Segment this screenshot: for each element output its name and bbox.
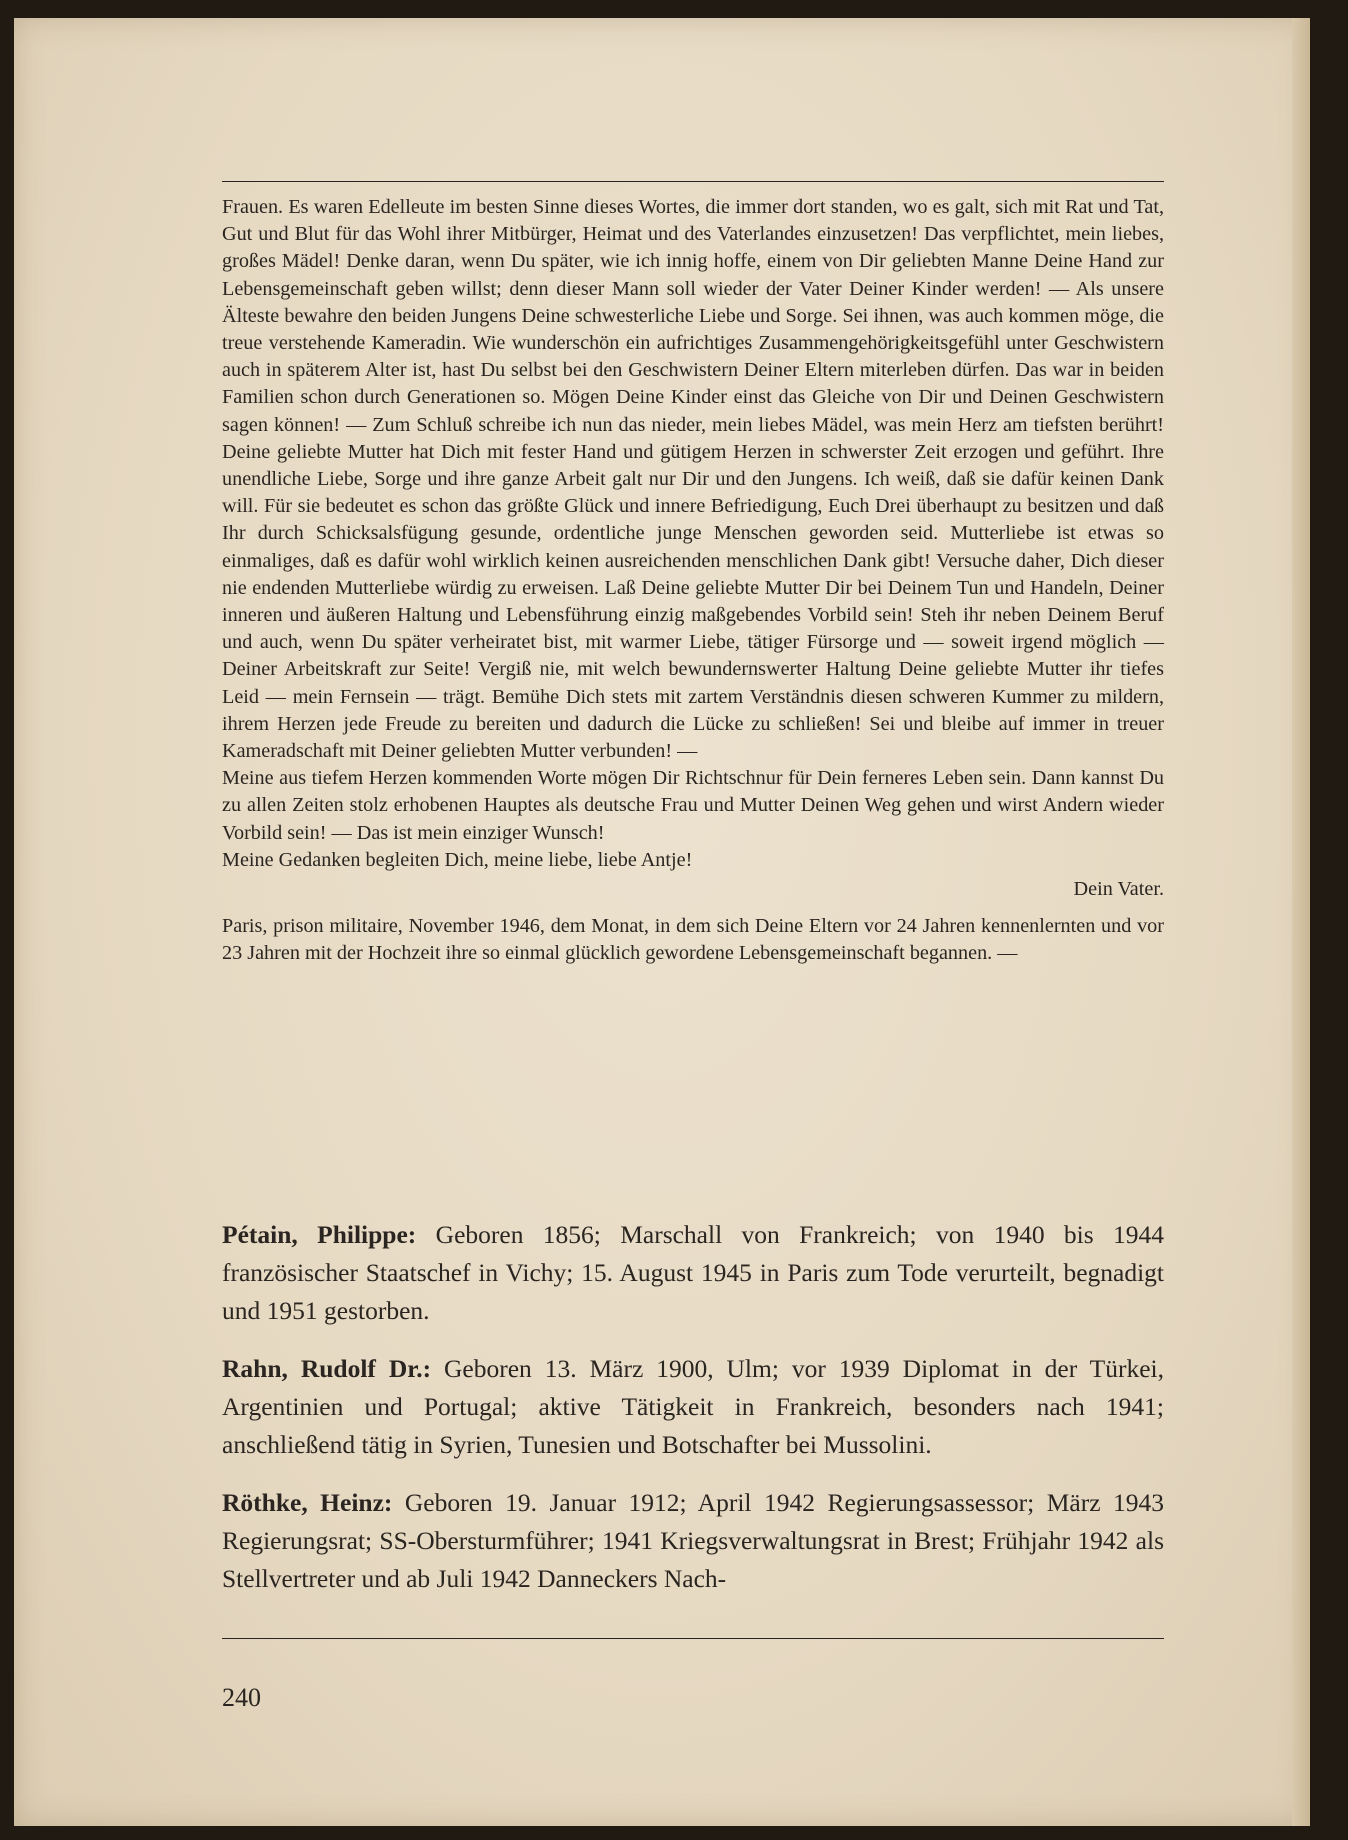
bio-text: Geboren 13. März 1900, Ulm; vor 1939 Diplomat in der Türkei, Argentinien und Portugal; aktive Tätigkeit in Frankreich, besonders nach 1941; anschließend tätig in Syrien, Tunesien und Botschafter bei Mussolini. [222,1354,1164,1459]
biography-entries [222,1216,1164,1618]
top-rule [222,181,1164,182]
letter-signature: Dein Vater. [1073,878,1164,901]
page-edge [1292,18,1310,1826]
letter-paragraph: Meine aus tiefem Herzen kommenden Worte mögen Dir Richtschnur für Dein ferneres Leben sein. Dann kannst Du zu allen Zeiten stolz erhobenen Hauptes als deutsche Frau und Mutter Deinen Weg gehen und wirst Andern wieder Vorbild sein! — Das ist mein einziger Wunsch! [222,767,1164,844]
letter-dateline: Paris, prison militaire, November 1946, dem Monat, in dem sich Deine Eltern vor 24 Jahren kennenlernten und vor 23 Jahren mit der Hochzeit ihre so einmal glücklich gewordene Lebensgemeinschaft begannen. — [222,915,1164,965]
bio-text: Geboren 1856; Marschall von Frankreich; von 1940 bis 1944 französischer Staatschef in Vichy; 15. August 1945 in Paris zum Tode verurteilt, begnadigt und 1951 gestorben. [222,1220,1165,1325]
page-number: 240 [222,1683,261,1712]
bio-entry-rahn [222,1350,1164,1464]
letter-text [222,194,1164,968]
bottom-rule [222,1638,1164,1639]
book-page [14,18,1310,1826]
bio-name: Röthke, Heinz: [222,1488,393,1517]
bio-text: Geboren 19. Januar 1912; April 1942 Regierungsassessor; März 1943 Regierungsrat; SS-Obersturmführer; 1941 Kriegsverwaltungsrat in Brest; Frühjahr 1942 als Stellvertreter und ab Juli 1942 Danneckers Nach- [222,1488,1164,1593]
bio-name: Rahn, Rudolf Dr.: [222,1354,432,1383]
bio-name: Pétain, Philippe: [222,1220,417,1249]
letter-paragraph: Meine Gedanken begleiten Dich, meine liebe, liebe Antje! [222,848,693,871]
bio-entry-roethke [222,1484,1164,1598]
letter-paragraph: Frauen. Es waren Edelleute im besten Sinne dieses Wortes, die immer dort standen, wo es galt, sich mit Rat und Tat, Gut und Blut für das Wohl ihrer Mitbürger, Heimat und des Vaterlandes einzusetzen! Das verpflichtet, mein liebes, großes Mädel! Denke daran, wenn Du später, wie ich innig hoffe, einem von Dir geliebten Manne Deine Hand zur Lebensgemeinschaft geben willst; denn dieser Mann soll wieder der Vater Deiner Kinder werden! — Als unsere Älteste bewahre den beiden Jungens Deine schwesterliche Liebe und Sorge. Sei ihnen, was auch kommen möge, die treue verstehende Kameradin. Wie wunderschön ein aufrichtiges Zusammengehörigkeitsgefühl unter Geschwistern auch in späterem Alter ist, hast Du selbst bei den Geschwistern Deiner Eltern miterleben dürfen. Das war in beiden Familien schon durch Generationen so. Mögen Deine Kinder einst das Gleiche von Dir und Deinen Geschwistern sagen können! — Zum Schluß schreibe ich nun das nieder, mein liebes Mädel, was mein Herz am tiefsten berührt! Deine geliebte Mutter hat Dich mit fester Hand und gütigem Herzen in schwerster Zeit erzogen und geführt. Ihre unendliche Liebe, Sorge und ihre ganze Arbeit galt nur Dir und den Jungens. Ich weiß, daß sie dafür keinen Dank will. Für sie bedeutet es schon das größte Glück und innere Befriedigung, Euch Drei überhaupt zu besitzen und daß Ihr durch Schicksalsfügung gesunde, ordentliche junge Menschen geworden seid. Mutterliebe ist etwas so einmaliges, daß es dafür wohl wirklich keinen ausreichenden menschlichen Dank gibt! Versuche daher, Dich dieser nie endenden Mutterliebe würdig zu erweisen. Laß Deine geliebte Mutter Dir bei Deinem Tun und Handeln, Deiner inneren und äußeren Haltung und Lebensführung einzig maßgebendes Vorbild sein! Steh ihr neben Deinem Beruf und auch, wenn Du später verheiratet bist, mit warmer Liebe, tätiger Fürsorge und — soweit irgend möglich — Deiner Arbeitskraft zur Seite! Vergiß nie, mit welch bewundernswerter Haltung Deine geliebte Mutter ihr tiefes Leid — mein Fernsein — trägt. Bemühe Dich stets mit zartem Verständnis diesen schweren Kummer zu mildern, ihrem Herzen jede Freude zu bereiten und dadurch die Lücke zu schließen! Sei und bleibe auf immer in treuer Kameradschaft mit Deiner geliebten Mutter verbunden! — [222,196,1164,763]
bio-entry-petain [222,1216,1164,1330]
